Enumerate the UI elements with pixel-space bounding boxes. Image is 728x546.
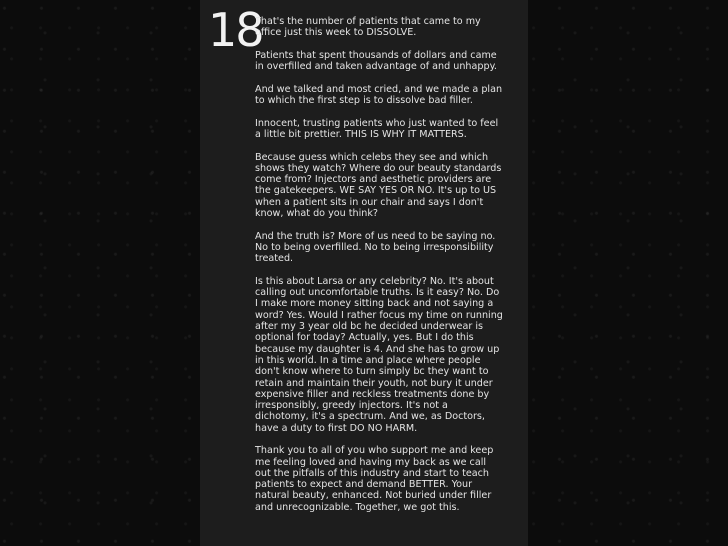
big-number: 18 — [208, 3, 263, 57]
paragraph: Innocent, trusting patients who just wanted to feel a little bit prettier. THIS IS WHY IT MATTERS. — [255, 117, 499, 140]
post-panel — [200, 0, 528, 546]
paragraph: Is this about Larsa or any celebrity? No. It's about calling out uncomfortable truths. Is it easy? No. Do I make more money sitting back and not saying a word? Yes. Would I rather focus my time on running after my 3 year old bc he decided underwear is optional for today? Actually, yes. But I do this because my daughter is 4. And she has to grow up in this world. In a time and place where people don't know where to turn simply bc they want to retain and maintain their youth, not bury it under expensive filler and reckless treatments done by irresponsibly, greedy injectors. It's not a dichotomy, it's a spectrum. And we, as Doctors, have a duty to first DO NO HARM. — [255, 275, 503, 434]
paragraph: And we talked and most cried, and we made a plan to which the first step is to dissolve bad filler. — [255, 83, 503, 107]
paragraph: And the truth is? More of us need to be saying no. No to being overfilled. No to being irresponsibility treated. — [255, 230, 496, 265]
paragraph: Patients that spent thousands of dollars and came in overfilled and taken advantage of and unhappy. — [255, 49, 497, 73]
paragraph: That's the number of patients that came to my office just this week to DISSOLVE. — [255, 16, 481, 39]
paragraph: Thank you to all of you who support me and keep me feeling loved and having my back as we call out the pitfalls of this industry and start to teach patients to expect and demand BETTER. Your natural beauty, enhanced. Not buried under filler and unrecognizable. Together, we got this. — [255, 445, 494, 513]
paragraph: Because guess which celebs they see and which shows they watch? Where do our beauty standards come from? Injectors and aesthetic providers are the gatekeepers. WE SAY YES OR NO. It's up to US when a patient sits in our chair and says I don't know, what do you think? — [255, 151, 502, 220]
post-text — [255, 16, 503, 524]
